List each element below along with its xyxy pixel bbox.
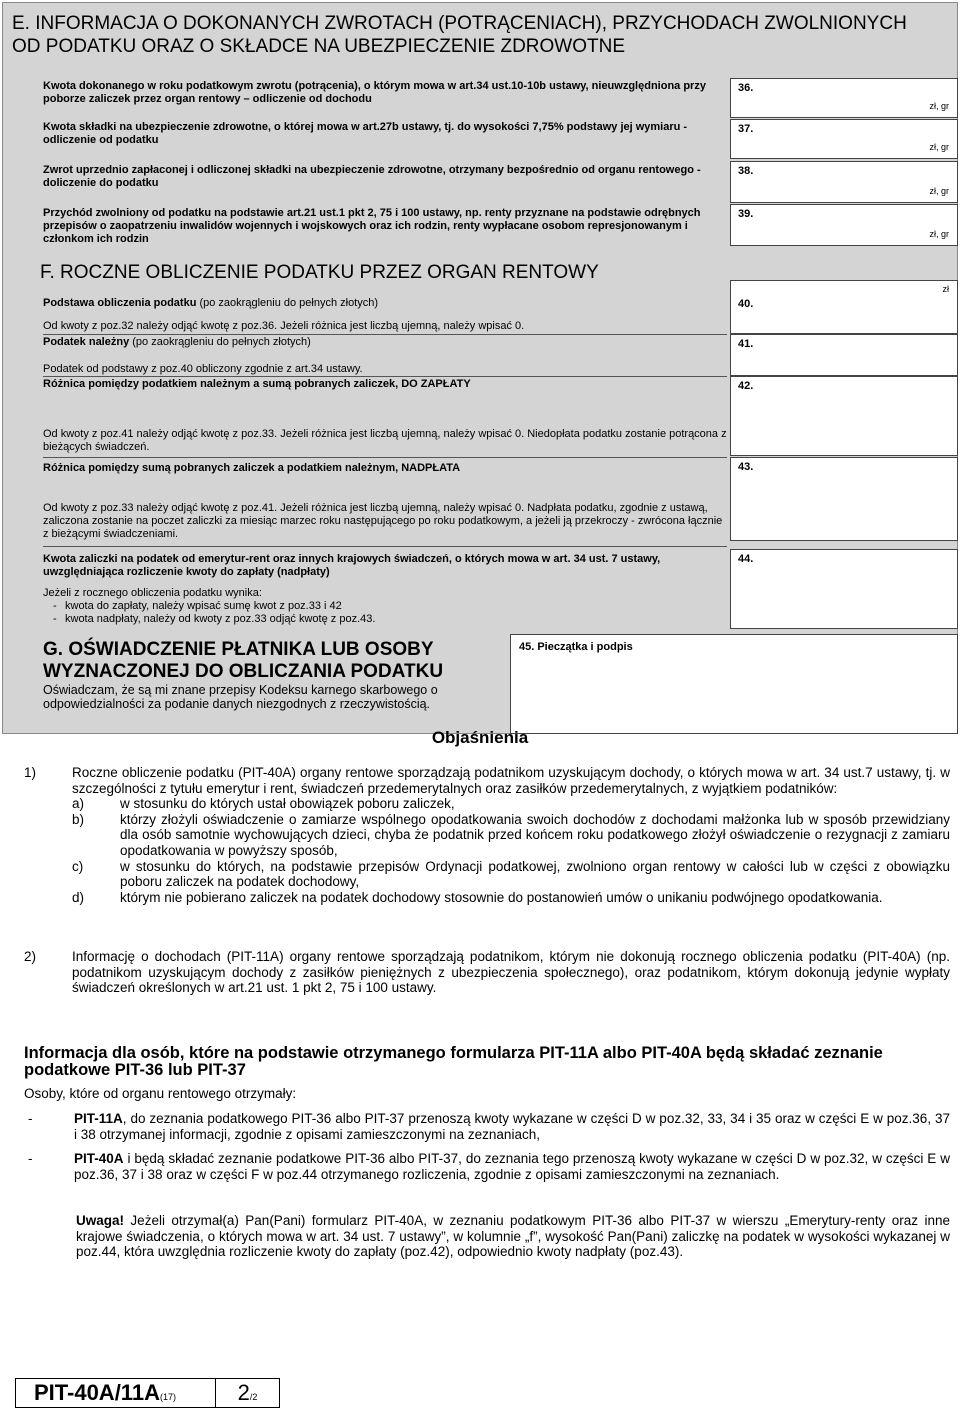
sub-item <box>72 859 950 890</box>
field-44-note-intro: Jeżeli z rocznego obliczenia podatku wynika: <box>43 587 262 599</box>
field-40-note: Od kwoty z poz.32 należy odjąć kwotę z poz.36. Jeżeli różnica jest liczbą ujemną, należy wpisać 0. <box>43 320 525 332</box>
label-bold: Podstawa obliczenia podatku <box>43 297 197 309</box>
field-44-label <box>43 553 727 579</box>
field-number: 41. <box>738 338 754 350</box>
field-41-note: Podatek od podstawy z poz.40 obliczony zgodnie z art.34 ustawy. <box>43 363 363 375</box>
section-g-title: G. OŚWIADCZENIE PŁATNIKA LUB OSOBY WYZNACZONEJ DO OBLICZANIA PODATKU <box>43 639 444 682</box>
section-g-declaration: Oświadczam, że są mi znane przepisy Kodeksu karnego skarbowego o odpowiedzialności za podanie danych niezgodnych z rzeczywistością. <box>43 683 438 711</box>
field-41-input[interactable] <box>730 334 958 376</box>
footer-form-id <box>15 1378 280 1408</box>
sub-label: b) <box>72 811 85 827</box>
uwaga-label: Uwaga! <box>76 1213 125 1228</box>
info-item-text: i będą składać zeznanie podatkowe PIT-36 albo PIT-37, do zeznania tego przenoszą kwoty wykazane w części D w poz.32, w części E w poz.36, 37 i 38 oraz w części F w poz.44 otrzymanego rozliczenia, zgodnie z opisami zamieszczonymi na zeznaniach. <box>74 1151 950 1182</box>
sub-label: d) <box>72 889 85 905</box>
field-40-label <box>43 297 727 310</box>
form-code <box>16 1379 216 1407</box>
field-43-input[interactable] <box>730 457 958 541</box>
divider <box>43 457 727 458</box>
field-37-input[interactable] <box>730 119 958 159</box>
field-41-label <box>43 336 727 349</box>
uwaga-note <box>76 1213 950 1260</box>
page-total: /2 <box>249 1392 258 1402</box>
sub-item <box>72 890 950 906</box>
dash: - <box>28 1151 33 1166</box>
stamp-signature-field[interactable] <box>510 634 958 734</box>
field-number: 39. <box>738 208 754 220</box>
section-e-title: E. INFORMACJA O DOKONANYCH ZWROTACH (POTRĄCENIACH), PRZYCHODACH ZWOLNIONYCH OD PODATKU ORAZ O SKŁADCE NA UBEZPIECZENIE ZDROWOTNE <box>12 13 907 57</box>
field-43-note: Od kwoty z poz.33 należy odjąć kwotę z poz.41. Jeżeli różnica jest liczbą ujemną, należy wpisać 0. Nadpłata podatku, zgodnie z ustawą, zaliczona zostanie na poczet zaliczki za miesiąc marzec roku następującego po roku podatkowym, a jeżeli ją przekroczy - zwrócona łącznie z bieżącymi świadczeniami. <box>43 502 723 540</box>
field-number: 38. <box>738 165 754 177</box>
divider <box>43 376 727 377</box>
explanation-item <box>24 765 950 796</box>
sub-text: w stosunku do których, na podstawie przepisów Ordynacji podatkowej, zwolniono organ rentowy w całości lub w części z obowiązku poboru zaliczek na podatek dochodowy, <box>120 858 950 890</box>
form-code-text: PIT-40A/11A <box>34 1380 160 1405</box>
divider <box>43 334 727 335</box>
field-unit: zł <box>942 284 949 294</box>
sub-item <box>72 796 950 812</box>
field-36-input[interactable] <box>730 78 958 118</box>
field-number: 40. <box>738 298 754 310</box>
item-label: 2) <box>24 949 37 964</box>
bullet-text: kwota nadpłaty, należy od kwoty z poz.33 odjąć kwotę z poz.43. <box>65 613 376 625</box>
info-item-bold: PIT-40A <box>74 1151 124 1166</box>
field-44-bullet: - kwota do zapłaty, należy wpisać sumę kwot z poz.33 i 42 <box>53 600 342 612</box>
field-43-label <box>43 462 727 475</box>
field-unit: zł, gr <box>929 142 949 152</box>
field-37-label: Kwota składki na ubezpieczenie zdrowotne, o której mowa w art.27b ustawy, tj. do wysokości 7,75% podstawy jej wymiaru - odliczenie od podatku <box>43 121 688 146</box>
field-unit: zł, gr <box>929 186 949 196</box>
item-text: Informację o dochodach (PIT-11A) organy rentowe sporządzają podatnikom, którym nie dokonują rocznego obliczenia podatku (PIT-40A) (np. podatnikom uzyskującym dochody z zasiłków pieniężnych z ubezpieczenia społecznego), oraz podatnikom, którym dokonują jedynie wypłaty świadczeń określonych w art.21 ust. 1 pkt 2, 75 i 100 ustawy. <box>72 949 950 996</box>
field-unit: zł, gr <box>929 229 949 239</box>
field-40-input[interactable] <box>730 280 958 334</box>
bullet-text: kwota do zapłaty, należy wpisać sumę kwot z poz.33 i 42 <box>65 600 342 612</box>
label-bold: Różnica pomiędzy podatkiem należnym a sumą pobranych zaliczek, DO ZAPŁATY <box>43 378 471 390</box>
field-42-input[interactable] <box>730 376 958 456</box>
field-number: 36. <box>738 82 754 94</box>
field-number: 42. <box>738 380 754 392</box>
field-number: 43. <box>738 461 754 473</box>
explanation-1 <box>24 765 950 905</box>
field-44-input[interactable] <box>730 549 958 629</box>
info-item-pit11a <box>24 1111 950 1142</box>
page-current: 2 <box>237 1380 250 1405</box>
info-item <box>24 1151 950 1182</box>
uwaga-text: Jeżeli otrzymał(a) Pan(Pani) formularz PIT-40A, w zeznaniu podatkowym PIT-36 albo PIT-37 w wierszu „Emerytury-renty oraz inne krajowe świadczenia, o których mowa w art. 34 ust. 7 ustawy”, w kolumnie „f”, wysokość Pan(Pani) zaliczkę na podatek w wysokości wykazanej w poz.44, która uwzględnia rozliczenie kwoty do zapłaty (poz.42), odpowiednio kwoty nadpłaty (poz.43). <box>76 1213 950 1260</box>
info-item-bold: PIT-11A <box>74 1111 123 1126</box>
info-item-text: , do zeznania podatkowego PIT-36 albo PIT-37 przenoszą kwoty wykazane w części D w poz.32, 33, 34 i 35 oraz w części E w poz.36, 37 i 38 otrzymanej informacji, zgodnie z opisami zamieszczonymi na zeznaniach, <box>74 1111 950 1142</box>
explanation-2 <box>24 949 950 996</box>
form-version: (17) <box>159 1392 176 1402</box>
label-bold: Podatek należny <box>43 336 130 348</box>
stamp-label: 45. Pieczątka i podpis <box>519 641 633 653</box>
label-bold: Różnica pomiędzy sumą pobranych zaliczek a podatkiem należnym, NADPŁATA <box>43 462 461 474</box>
field-number: 44. <box>738 553 754 565</box>
field-39-input[interactable] <box>730 204 958 246</box>
sub-text: którym nie pobierano zaliczek na podatek dochodowy stosownie do postanowień umów o unikaniu podwójnego opodatkowania. <box>120 889 883 905</box>
info-item-pit40a <box>24 1151 950 1182</box>
field-38-input[interactable] <box>730 161 958 203</box>
field-44-bullet: - kwota nadpłaty, należy od kwoty z poz.33 odjąć kwotę z poz.43. <box>53 613 376 625</box>
sub-item <box>72 812 950 859</box>
label-rest: (po zaokrągleniu do pełnych złotych) <box>196 297 379 309</box>
field-unit: zł, gr <box>929 101 949 111</box>
field-38-label: Zwrot uprzednio zapłaconej i odliczonej składki na ubezpieczenie zdrowotne, otrzymany bezpośrednio od organu rentowego - doliczenie do podatku <box>43 164 701 189</box>
sub-label: a) <box>72 796 85 812</box>
sub-label: c) <box>72 858 84 874</box>
field-39-label: Przychód zwolniony od podatku na podstawie art.21 ust.1 pkt 2, 75 i 100 ustawy, np. renty przyznane na podstawie odrębnych przepisów o zaopatrzeniu inwalidów wojennych i wojskowych oraz ich rodzin, renty wypłacane osobom represjonowanym i członkom ich rodzin <box>43 207 701 245</box>
explanations-title: Objaśnienia <box>431 728 529 747</box>
field-number: 37. <box>738 123 754 135</box>
info-title: Informacja dla osób, które na podstawie otrzymanego formularza PIT-11A albo PIT-40A będą składać zeznanie podatkowe PIT-36 lub PIT-37 <box>24 1044 883 1079</box>
sub-list <box>24 796 950 905</box>
divider <box>43 546 727 547</box>
item-text: Roczne obliczenie podatku (PIT-40A) organy rentowe sporządzają podatnikom uzyskującym dochody, o których mowa w art. 34 ust.7 ustawy, tj. w szczególności z tytułu emerytur i rent, świadczeń przedemerytalnych oraz zasiłków przedemerytalnych, z wyjątkiem podatników: <box>72 765 950 796</box>
item-label: 1) <box>24 765 37 780</box>
dash: - <box>28 1111 33 1126</box>
field-44-note <box>43 587 727 626</box>
info-intro: Osoby, które od organu rentowego otrzymały: <box>24 1086 297 1101</box>
label-bold: Kwota zaliczki na podatek od emerytur-rent oraz innych krajowych świadczeń, o których mowa w art. 34 ust. 7 ustawy, uwzględniająca rozliczenie kwoty do zapłaty (nadpłaty) <box>43 553 661 578</box>
sub-text: którzy złożyli oświadczenie o zamiarze wspólnego opodatkowania swoich dochodów z dochodami małżonka lub w sposób przewidziany dla osób samotnie wychowujących dzieci, chyba że podatnik przed końcem roku podatkowego złożył oświadczenie o rezygnacji z zamiaru opodatkowania w powyższy sposób, <box>120 811 950 858</box>
label-rest: (po zaokrągleniu do pełnych złotych) <box>129 336 311 348</box>
field-42-note: Od kwoty z poz.41 należy odjąć kwotę z poz.33. Jeżeli różnica jest liczbą ujemną, należy wpisać 0. Niedopłata podatku zostanie potrącona z bieżących świadczeń. <box>43 428 727 453</box>
section-f-title: F. ROCZNE OBLICZENIE PODATKU PRZEZ ORGAN RENTOWY <box>40 262 599 283</box>
page-number <box>216 1379 279 1407</box>
field-36-label: Kwota dokonanego w roku podatkowym zwrotu (potrącenia), o którym mowa w art.34 ust.10-10b ustawy, nieuwzględniona przy poborze zaliczek przez organ rentowy – odliczenie od dochodu <box>43 80 706 105</box>
sub-text: w stosunku do których ustał obowiązek poboru zaliczek, <box>120 796 455 812</box>
field-42-label <box>43 378 727 391</box>
explanation-item <box>24 949 950 996</box>
info-item <box>24 1111 950 1142</box>
